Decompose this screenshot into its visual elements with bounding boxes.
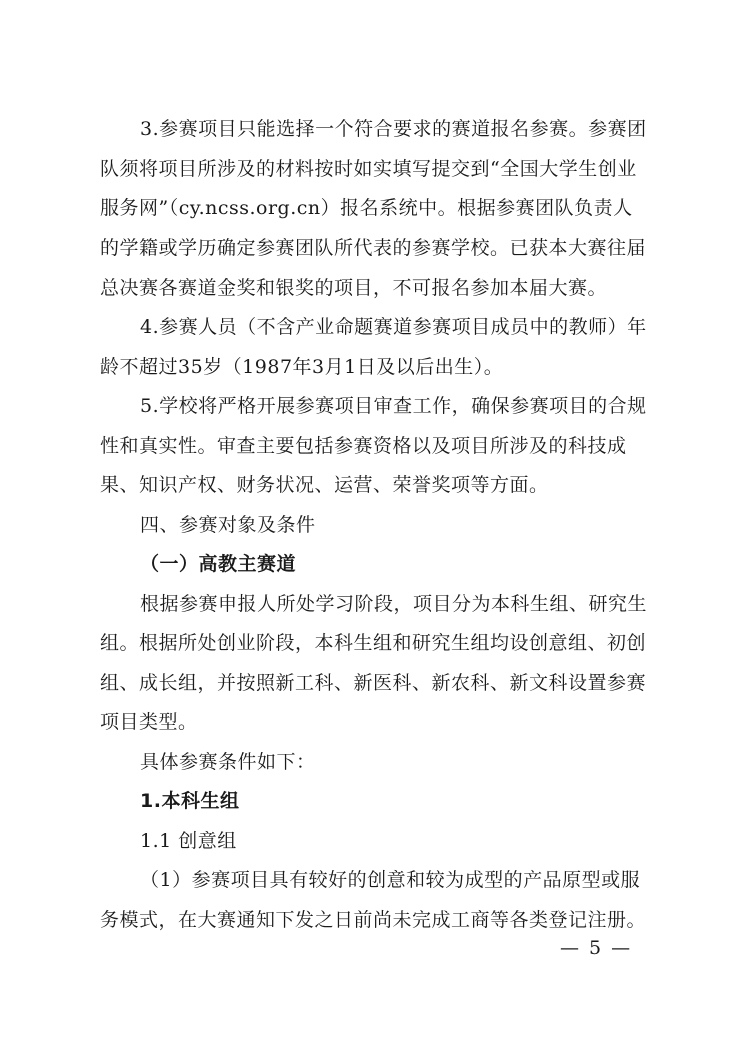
subsection1-heading: （一）高教主赛道 bbox=[140, 553, 297, 575]
item4-line-2: 龄不超过35岁（1987年3月1日及以后出生）。 bbox=[100, 356, 504, 378]
item3-line-4: 的学籍或学历确定参赛团队所代表的参赛学校。已获本大赛往届 bbox=[100, 237, 647, 259]
subsection1-body-line-4: 项目类型。 bbox=[100, 711, 198, 733]
section4-heading: 四、参赛对象及条件 bbox=[140, 514, 316, 536]
item4-line-1: 4.参赛人员（不含产业命题赛道参赛项目成员中的教师）年 bbox=[140, 316, 647, 338]
subsection1-body-line-1: 根据参赛申报人所处学习阶段，项目分为本科生组、研究生 bbox=[140, 593, 648, 615]
group1-1-heading: 1.1 创意组 bbox=[140, 830, 237, 852]
group1-1-item1-line-1: （1）参赛项目具有较好的创意和较为成型的产品原型或服 bbox=[140, 869, 641, 891]
subsection1-body-line-3: 组、成长组，并按照新工科、新医科、新农科、新文科设置参赛 bbox=[100, 672, 647, 694]
item5-line-3: 果、知识产权、财务状况、运营、荣誉奖项等方面。 bbox=[100, 474, 549, 496]
item3-line-3: 服务网”（cy.ncss.org.cn）报名系统中。根据参赛团队负责人 bbox=[100, 197, 633, 219]
page-number: — 5 — bbox=[560, 937, 633, 959]
group1-heading: 1.本科生组 bbox=[140, 790, 240, 812]
subsection1-body-line-2: 组。根据所处创业阶段，本科生组和研究生组均设创意组、初创 bbox=[100, 632, 647, 654]
conditions-intro: 具体参赛条件如下： bbox=[140, 751, 316, 773]
item3-line-1: 3.参赛项目只能选择一个符合要求的赛道报名参赛。参赛团 bbox=[140, 118, 647, 140]
item5-line-2: 性和真实性。审查主要包括参赛资格以及项目所涉及的科技成 bbox=[100, 435, 627, 457]
group1-1-item1-line-2: 务模式，在大赛通知下发之日前尚未完成工商等各类登记注册。 bbox=[100, 909, 647, 931]
item5-line-1: 5.学校将严格开展参赛项目审查工作，确保参赛项目的合规 bbox=[140, 395, 647, 417]
item3-line-2: 队须将项目所涉及的材料按时如实填写提交到“全国大学生创业 bbox=[100, 158, 637, 180]
item3-line-5: 总决赛各赛道金奖和银奖的项目，不可报名参加本届大赛。 bbox=[100, 277, 608, 299]
